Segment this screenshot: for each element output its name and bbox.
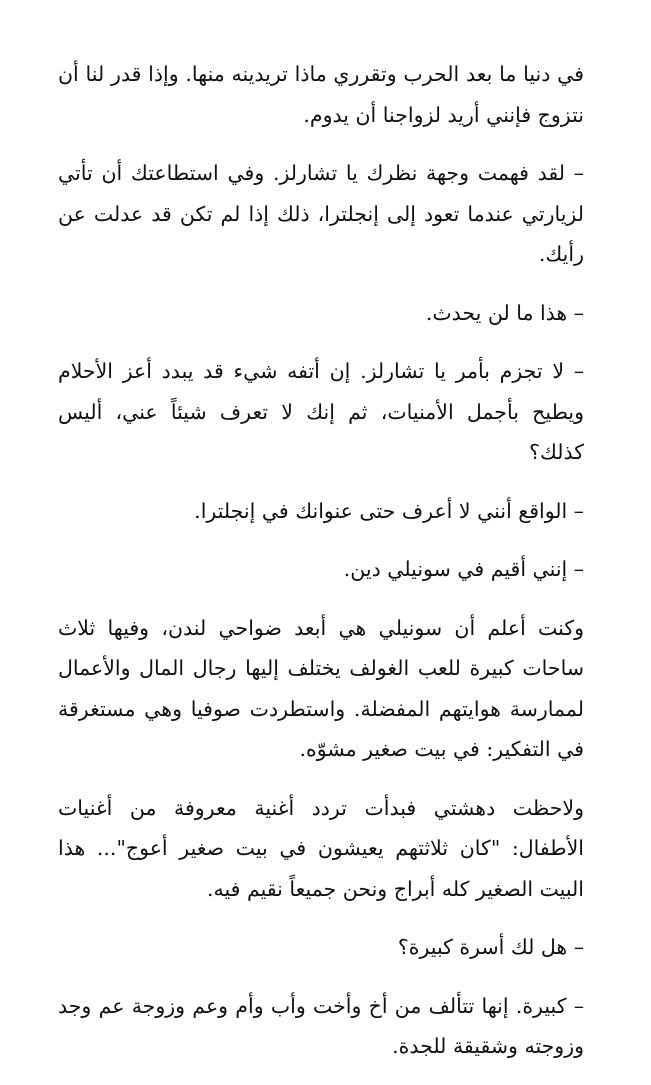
narration-paragraph: في دنيا ما بعد الحرب وتقرري ماذا تريدينه منها. وإذا قدر لنا أن نتزوج فإنني أريد لزواجنا أن يدوم. bbox=[58, 62, 584, 127]
dialogue-line: – كبيرة. إنها تتألف من أخ وأخت وأب وأم وعم وزوجة عم وجد وزوجته وشقيقة للجدة. bbox=[58, 993, 584, 1058]
narration-paragraph: ولاحظت دهشتي فبدأت تردد أغنية معروفة من أغنيات الأطفال: "كان ثلاثتهم يعيشون في بيت صغير أعوج"... هذا البيت الصغير كله أبراج ونحن جميعاً نقيم فيه. bbox=[58, 795, 584, 901]
dialogue-line: – هل لك أسرة كبيرة؟ bbox=[397, 935, 584, 959]
dialogue-line: – لقد فهمت وجهة نظرك يا تشارلز. وفي استطاعتك أن تأتي لزيارتي عندما تعود إلى إنجلترا، ذلك إذا لم تكن قد عدلت عن رأيك. bbox=[58, 161, 584, 266]
dialogue-line: – إنني أقيم في سونيلي دين. bbox=[343, 557, 584, 581]
narration-paragraph: وكنت أعلم أن سونيلي هي أبعد ضواحي لندن، وفيها ثلاث ساحات كبيرة للعب الغولف يختلف إليها رجال المال والأعمال لممارسة هوايتهم المفضلة. واستطردت صوفيا وهي مستغرقة في التفكير: في بيت صغير مشوّه. bbox=[58, 615, 584, 761]
dialogue-line: – هذا ما لن يحدث. bbox=[425, 300, 584, 325]
dialogue-line: – الواقع أنني لا أعرف حتى عنوانك في إنجلترا. bbox=[194, 498, 584, 523]
book-page bbox=[58, 54, 584, 1085]
dialogue-line: – لا تجزم بأمر يا تشارلز. إن أتفه شيء قد يبدد أعز الأحلام ويطيح بأجمل الأمنيات، ثم إنك لا تعرف شيئاً عني، أليس كذلك؟ bbox=[58, 359, 584, 464]
